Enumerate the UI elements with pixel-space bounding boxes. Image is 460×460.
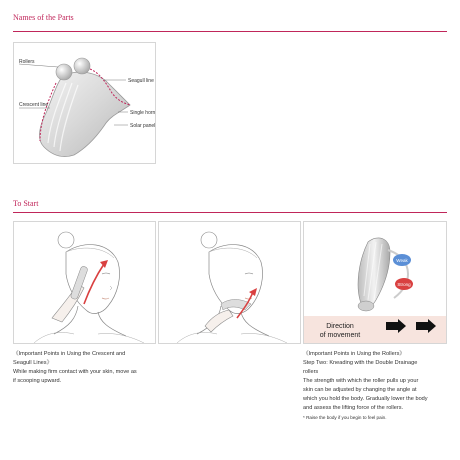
caption-body: which you hold the body. Gradually lower the body (303, 396, 428, 402)
caption-step: rollers (303, 369, 319, 375)
caption-heading: 《Important Points in Using the Rollers》 (303, 351, 405, 357)
woman-face-illustration (14, 222, 155, 343)
caption-body: and assess the lifting force of the rollers. (303, 405, 404, 411)
section-title-parts: Names of the Parts (13, 13, 74, 22)
illustration-crescent-line (13, 221, 156, 344)
label-seagull-line: Seagull line (128, 78, 154, 84)
caption-heading: 《Important Points in Using the Crescent and (13, 351, 126, 357)
strong-label: Strong (397, 282, 411, 287)
direction-label-line2: of movement (319, 332, 361, 339)
roller-left (56, 64, 72, 80)
section-divider (13, 212, 447, 213)
caption-step: Step Two: Kneading with the Double Drainage (303, 360, 418, 366)
woman-face-illustration (159, 222, 300, 343)
label-solar-panel: Solar panel (130, 123, 155, 129)
caption-heading: Seagull Lines》 (13, 360, 53, 366)
illustration-rollers (303, 221, 447, 344)
caption-body: The strength with which the roller pulls up your (303, 378, 419, 384)
caption-body: While making firm contact with your skin, move as (13, 369, 137, 375)
label-single-horn: Single horn (130, 110, 155, 116)
section-title-start: To Start (13, 199, 39, 208)
weak-label: Weak (396, 258, 408, 263)
illustration-seagull-line (158, 221, 301, 344)
caption-note: * Raise the body if you begin to feel pain. (303, 415, 387, 420)
parts-diagram-panel (13, 42, 156, 164)
direction-label-line1: Direction (326, 323, 354, 330)
label-crescent-line: Crescent line (19, 102, 49, 108)
caption-body: skin can be adjusted by changing the angle at (303, 387, 417, 393)
section-divider (13, 31, 447, 32)
caption-crescent-seagull (13, 350, 163, 386)
device-body (40, 72, 130, 157)
caption-rollers (303, 350, 453, 422)
roller-right (74, 58, 90, 74)
label-rollers: Rollers (19, 59, 35, 65)
parts-diagram (14, 43, 155, 163)
caption-body: if scooping upward. (13, 378, 62, 384)
roller-movement-diagram (304, 222, 446, 343)
